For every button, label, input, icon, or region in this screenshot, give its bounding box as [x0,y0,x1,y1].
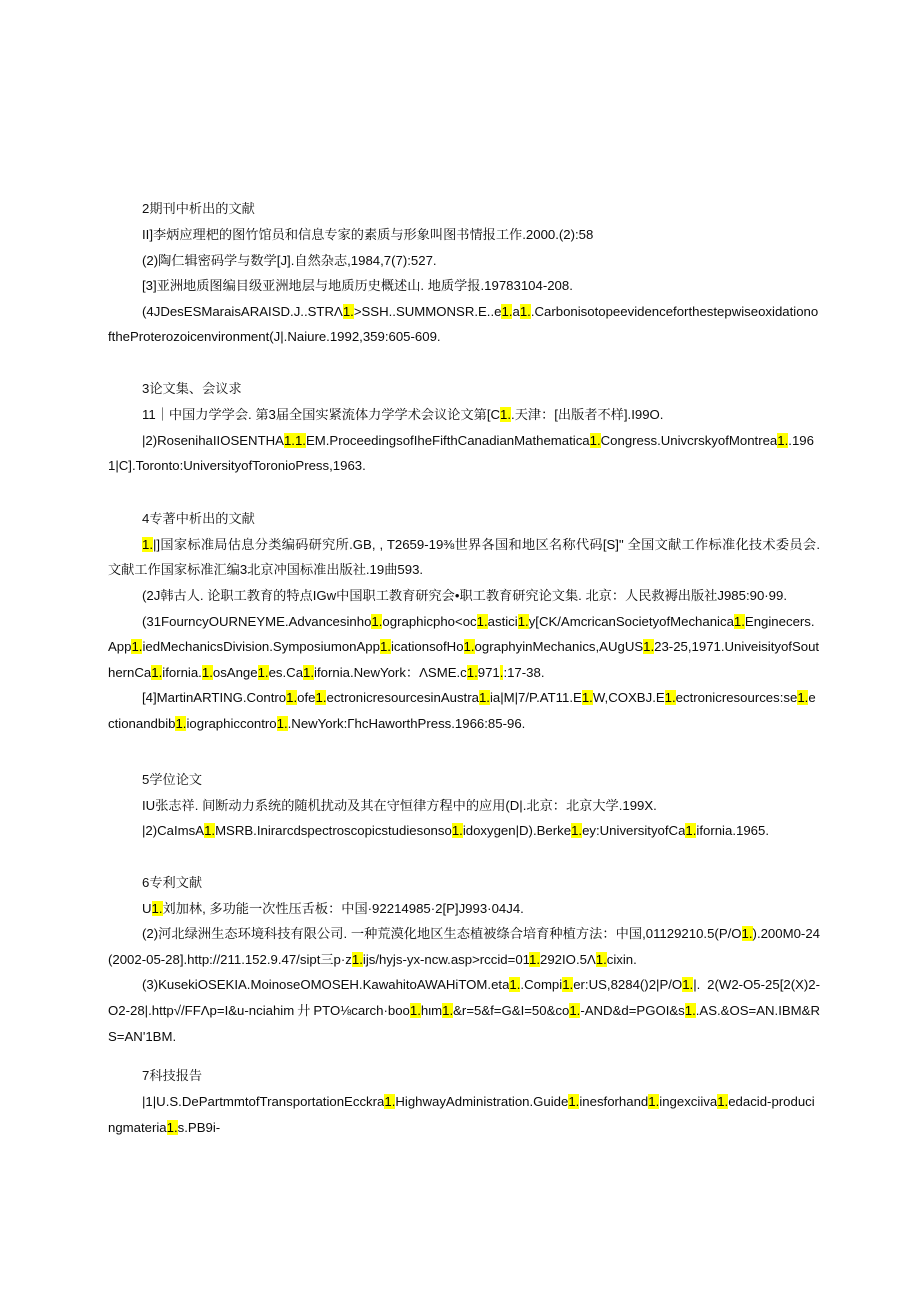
section-heading: 5学位论文 [142,771,203,787]
highlighted-text: 1. [569,1003,581,1019]
entry-text-run: II]李炳应理杷的图竹馆员和信息专家的素质与形象叫图书情报工作.2000.(2):58 [142,227,594,242]
entry-text-run: |2)CaImsA [142,823,205,839]
highlighted-text: 1. [151,664,163,680]
highlighted-text: 1. [568,1094,580,1110]
entry-text-run: (3)KusekiOSEKIA.MoinoseOMOSEH.KawahitoAWAHiTOM.eta [142,977,510,993]
highlighted-text: 1. [648,1094,660,1110]
reference-entry [108,402,820,428]
entry-text-run: .NewYork:ΓhcHaworthPress.1966:85-96. [287,715,526,731]
highlighted-text: 1. [519,303,531,319]
entry-text-run: IU张志祥. 间断动力系统的随机扰动及其在守恒律方程中的应用(D|.北京：北京大学.199X. [142,797,657,813]
highlighted-text: 1. [151,900,163,916]
highlighted-text: 1. [517,613,529,629]
highlighted-text: 1. [409,1003,421,1019]
reference-section-sec4 [108,506,820,737]
entry-text-run: 11｜中国力学学会. 第3届全国实紧流体力学学术会议论文第[C [142,406,501,422]
entry-text-run: (31FourncyOURNEYME.Advancesinho [142,613,372,629]
entry-text-run: (4JDesESMaraisARAISD.J..STRΛ [142,303,343,319]
entry-text-run: ingexciiva [659,1094,718,1110]
highlighted-text: 1. [509,977,521,993]
entry-text-run: Congress.UnivcrskyofMontrea [600,432,778,448]
entry-text-run: iedMechanicsDivision.SymposiumonApp [142,639,380,655]
entry-text-run: ifornia.1965. [696,823,769,839]
entry-text-run: ijs/hyjs-yx-ncw.asp>rccid=01 [362,951,530,967]
entry-text-run: -AND&d=PGOI&s [580,1003,685,1019]
highlighted-text: 1. [682,977,694,993]
entry-text-run: (2)河北绿洲生态环境科技有限公司. 一种荒漠化地区生态植被绦合培育种植方法：中国,01129210.5(P/O [142,926,742,942]
entry-text-run: inesforhand [579,1094,649,1110]
highlighted-text: 1. [351,951,363,967]
entry-text-run: |1|U.S.DePartmmtofTransportationEcckra [142,1094,385,1110]
entry-text-run: osAnge [212,664,258,680]
entry-text-run: |]国家标准局估息分类编码研究所.GB, , T2659-19⅜世界各国和地区名称代码[S]" 全国文献工作标准化技术委员会. 文献工作国家标准汇编3北京冲国标准出版社.19曲593. [108,536,820,578]
reference-entry [108,428,820,479]
entry-text-run: edacid-producingmateria [108,1094,815,1135]
reference-section-sec3 [108,376,820,479]
highlighted-text: 1. [643,639,655,655]
entry-text-run: ia|M|7/P.AT11.E [489,690,582,706]
entry-text-run: .AS.&OS=AN.IBM&RS=AN'1BM. [108,1003,820,1044]
highlighted-text: 1. [204,823,216,839]
entry-text-run: .Compi [520,977,563,993]
highlighted-text: 1. [175,715,187,731]
section-heading: 6专利文献 [142,874,203,890]
highlighted-text: 1. [166,1119,178,1135]
section-heading: 4专著中析出的文献 [142,510,255,526]
reference-section-sec6 [108,870,820,1050]
reference-entry [108,583,820,609]
entry-text-run: ectronicresourcesinAustra [326,690,479,706]
reference-entry [108,921,820,972]
highlighted-text: 1. [500,406,512,422]
entry-text-run: .1961|C].Toronto:UniversityofToronioPress,1963. [108,432,814,474]
highlighted-text: 1. [342,303,354,319]
section-heading: 7科技报告 [142,1068,203,1084]
entry-text-run: ifornia. [162,664,202,680]
entry-text-run: |. 2(W2-O5-25[2(X)2-O2-28|.http√/FFΛp=I&u-nciahim廾PTO⅛carch·boo [108,977,820,1019]
highlighted-text: 1. [371,613,383,629]
highlighted-text: 1. [478,690,490,706]
highlighted-text: 1. [379,639,391,655]
highlighted-text: 1. [777,432,789,448]
highlighted-text: 1. [303,664,315,680]
highlighted-text: 1. [733,613,745,629]
entry-text-run: >SSH..SUMMONSR.E..e [353,303,502,319]
entry-text-run: es.Ca [268,664,304,680]
reference-entry [108,818,820,844]
highlighted-text: 1. [595,951,607,967]
highlighted-text: 1. [571,823,583,839]
highlighted-text: 1. [131,639,143,655]
entry-text-run: :17-38. [503,664,545,680]
entry-text-run: ographyinMechanics,AUgUS [474,639,644,655]
section-heading: 2期刊中析出的文献 [142,201,255,216]
entry-text-run: EM.ProceedingsofIheFifthCanadianMathematica [305,432,590,448]
highlighted-text: 1. [142,536,153,552]
highlighted-text: 1. [466,664,478,680]
reference-entry [108,685,820,736]
highlighted-text: 1. [384,1094,396,1110]
reference-section-sec2 [108,196,820,350]
entry-text-run: |2)RosenihaIIOSENTHA [142,432,284,448]
entry-text-run: cixin. [606,951,637,967]
entry-text-run: icationsofHo [390,639,464,655]
entry-text-run: MSRB.Inirarcdspectroscopicstudiesonso [215,823,452,839]
highlighted-text: 1. [717,1094,729,1110]
highlighted-text: 1. [451,823,463,839]
entry-text-run: ifornia.NewYork：ΛSME.c [314,664,467,680]
entry-text-run: hιm [420,1003,443,1019]
entry-text-run: idoxygen|D).Berke [462,823,572,839]
entry-text-run: er:US,8284()2|P/O [573,977,683,993]
reference-entry [108,972,820,1049]
entry-text-run: ey:UniversityofCa [582,823,686,839]
highlighted-text: 1. [684,1003,696,1019]
highlighted-text: 1. [581,690,593,706]
highlighted-text: 1. [257,664,269,680]
reference-section-sec7 [108,1063,820,1140]
entry-text-run: .CarbonisotopeevidenceforthestepwiseoxidationoftheProterozoicenvironment(J|.Naiure.1992,359:605-609. [108,303,819,345]
highlighted-text: 1. [276,715,288,731]
entry-text-run: W,COXBJ.E [592,690,665,706]
entry-text-run: iographiccontro [186,715,277,731]
entry-text-run: y[CK/AmcricanSocietyofMechanica [528,613,734,629]
highlighted-text: 1. [562,977,574,993]
highlighted-text: 1. [685,823,697,839]
reference-entry [108,248,820,274]
entry-text-run: (2)陶仁辑密码学与数学[J].自然杂志,1984,7(7):527. [142,252,437,268]
reference-entry [108,793,820,819]
reference-entry [108,299,820,350]
highlighted-text: . [499,664,504,680]
entry-text-run: (2J韩古人. 论职工教育的特点IGw中国职工教育研究会•职工教育研究论文集. 北京：人民救褥出版社J985:90·99. [142,587,787,603]
reference-entry [108,609,820,686]
entry-text-run: a [512,303,520,319]
entry-text-run: ofe [297,690,316,706]
reference-entry [108,273,820,299]
reference-section-sec5 [108,767,820,844]
section-heading: 3论文集、会议求 [142,380,242,396]
entry-text-run: [3]亚洲地质图编目级亚洲地层与地质历史概述山. 地质学报.19783104-208. [142,278,573,294]
highlighted-text: 1. [664,690,676,706]
highlighted-text: 1. [463,639,475,655]
reference-entry [108,1089,820,1140]
entry-text-run: ectionandbib [108,690,816,731]
highlighted-text: 1. [286,690,298,706]
highlighted-text: 1.1. [283,432,306,448]
highlighted-text: 1. [741,926,753,942]
entry-text-run: 292IO.5Λ [540,951,596,967]
entry-text-run: 23-25,1971.UniveisityofSouthernCa [108,639,820,680]
entry-text-run: .天津：[出版者不样].I99O. [511,406,664,422]
entry-text-run: Enginecers.App [108,613,815,655]
document-text-body [108,196,820,1140]
entry-text-run: 971 [477,664,500,680]
entry-text-run: &r=5&f=G&I=50&co [453,1003,570,1019]
highlighted-text: 1. [797,690,809,706]
highlighted-text: 1. [442,1003,454,1019]
highlighted-text: 1. [589,432,601,448]
reference-entry [108,222,820,248]
entry-text-run: [4]MartinARTING.Contro [142,690,287,706]
entry-text-run: HighwayAdministration.Guide [395,1094,569,1110]
reference-entry [108,896,820,922]
reference-entry [108,532,820,583]
entry-text-run: ectronicresources:se [675,690,798,706]
entry-text-run: ).200M0-24(2002-05-28].http://211.152.9.47/sipt三p·z [108,926,820,967]
entry-text-run: s.PB9i- [177,1119,221,1135]
highlighted-text: 1. [501,303,513,319]
highlighted-text: 1. [529,951,541,967]
highlighted-text: 1. [315,690,327,706]
entry-text-run: U [142,900,152,916]
entry-text-run: 刘加林, 多功能一次性压舌板：中国·92214985·2[P]J993·04J4. [162,900,524,916]
highlighted-text: 1. [201,664,213,680]
entry-text-run: ographicpho<oc [382,613,477,629]
entry-text-run: astici [487,613,518,629]
highlighted-text: 1. [476,613,488,629]
